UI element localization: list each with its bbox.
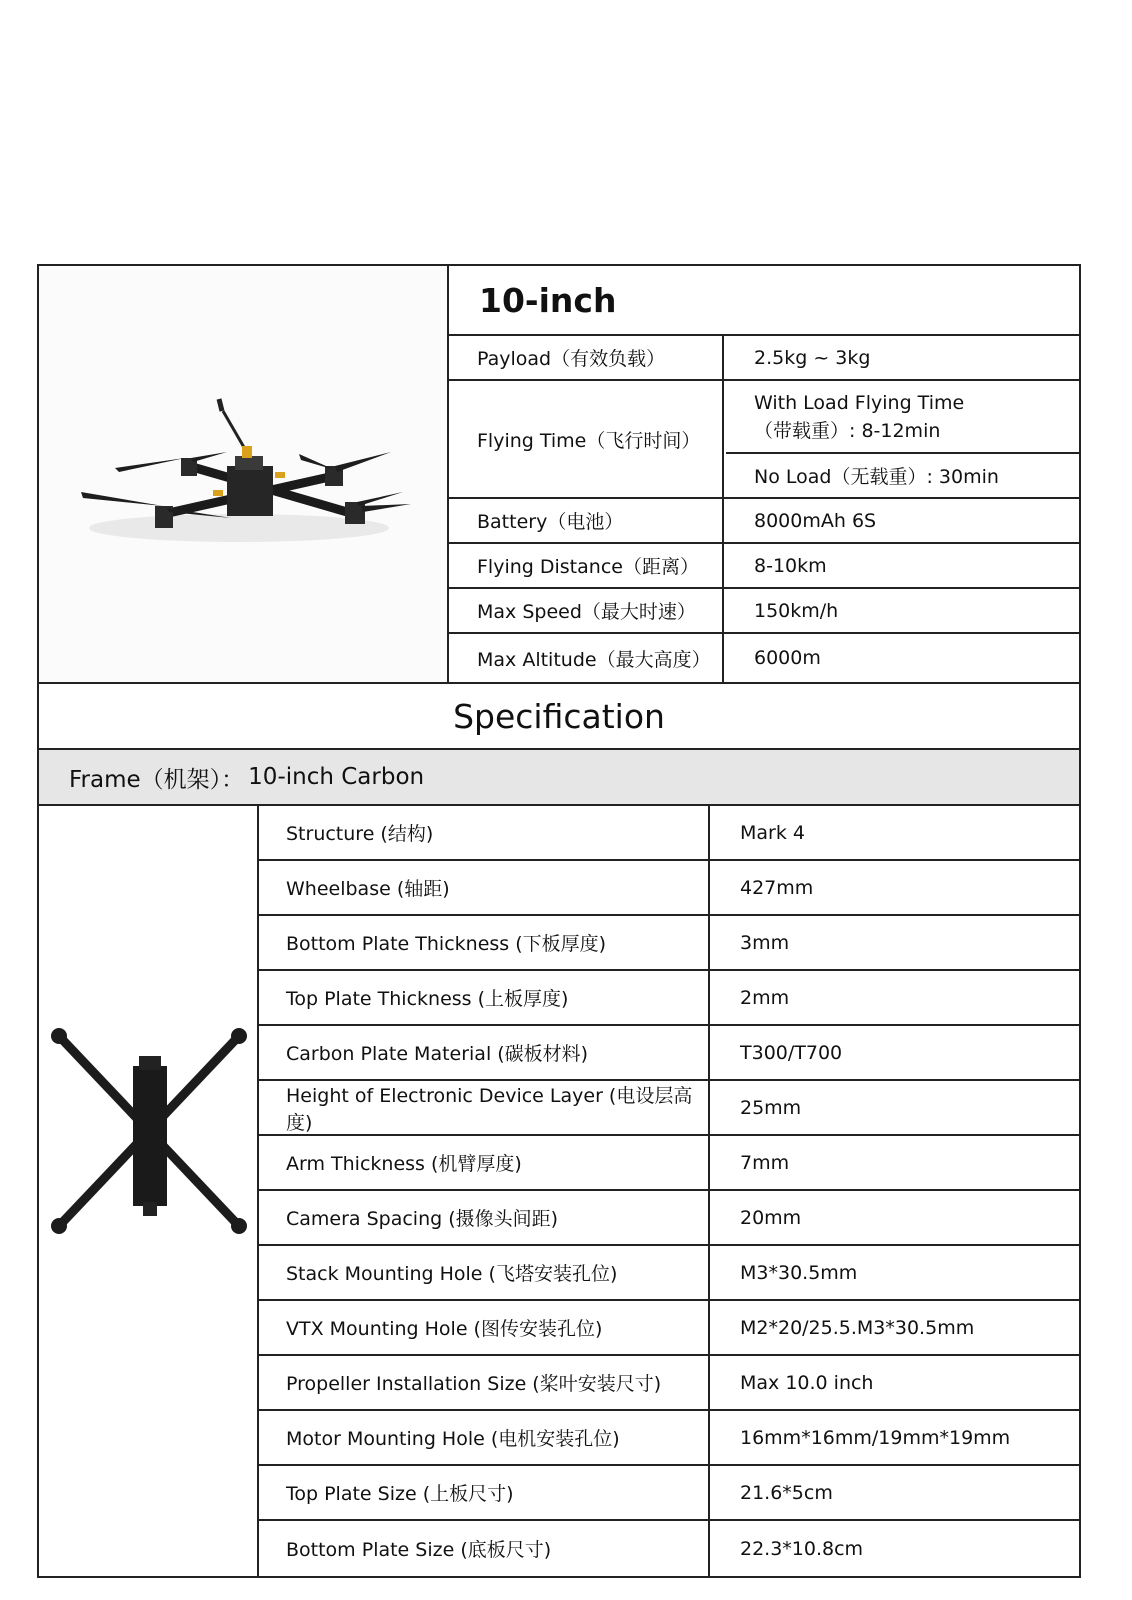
detail-value: 427mm — [740, 876, 814, 899]
summary-value: 8-10km — [754, 554, 827, 577]
detail-row — [259, 971, 1079, 1026]
detail-value: M3*30.5mm — [740, 1261, 858, 1284]
summary-row-speed — [449, 587, 1079, 632]
summary-value: 150km/h — [754, 599, 839, 622]
frame-illustration — [39, 806, 257, 1576]
summary-row-distance — [449, 542, 1079, 587]
detail-label: Carbon Plate Material (碳板材料) — [259, 1026, 710, 1079]
detail-value: 16mm*16mm/19mm*19mm — [740, 1426, 1011, 1449]
summary-row-altitude — [449, 632, 1079, 682]
spec-sheet — [37, 264, 1081, 1578]
detail-value: M2*20/25.5.M3*30.5mm — [740, 1316, 975, 1339]
detail-row — [259, 1026, 1079, 1081]
detail-value: 20mm — [740, 1206, 802, 1229]
detail-row — [259, 806, 1079, 861]
summary-label: Max Speed（最大时速） — [449, 589, 724, 632]
detail-value: 7mm — [740, 1151, 790, 1174]
detail-row — [259, 1521, 1079, 1576]
detail-label: Top Plate Size (上板尺寸) — [259, 1466, 710, 1519]
detail-row — [259, 1411, 1079, 1466]
detail-table — [259, 806, 1079, 1576]
detail-label: Wheelbase (轴距) — [259, 861, 710, 914]
detail-value: Max 10.0 inch — [740, 1371, 874, 1394]
summary-table — [449, 266, 1079, 682]
detail-row — [259, 1356, 1079, 1411]
frame-photo — [39, 806, 259, 1576]
detail-label: Bottom Plate Thickness (下板厚度) — [259, 916, 710, 969]
summary-value: 8000mAh 6S — [754, 509, 877, 532]
detail-label: Propeller Installation Size (桨叶安装尺寸) — [259, 1356, 710, 1409]
detail-value: T300/T700 — [740, 1041, 843, 1064]
with-load-line-2: （带载重）: 8-12min — [754, 420, 941, 442]
detail-row — [259, 1136, 1079, 1191]
summary-row-battery — [449, 497, 1079, 542]
summary-row-payload — [449, 334, 1079, 379]
summary-label: Flying Time（飞行时间） — [449, 381, 724, 497]
detail-label: Arm Thickness (机臂厚度) — [259, 1136, 710, 1189]
detail-row — [259, 1246, 1079, 1301]
detail-label: Structure (结构) — [259, 806, 710, 859]
detail-label: Height of Electronic Device Layer (电设层高度) — [259, 1081, 710, 1134]
detail-value: 21.6*5cm — [740, 1481, 833, 1504]
detail-row — [259, 1191, 1079, 1246]
drone-photo — [39, 266, 449, 682]
frame-value: 10-inch Carbon — [248, 764, 425, 790]
detail-row — [259, 1081, 1079, 1136]
summary-label: Payload（有效负载） — [449, 336, 724, 379]
frame-label: Frame（机架）： — [69, 766, 245, 793]
detail-label: Stack Mounting Hole (飞塔安装孔位) — [259, 1246, 710, 1299]
summary-block — [37, 264, 1081, 684]
summary-value: 6000m — [754, 647, 821, 669]
with-load-line-1: With Load Flying Time — [754, 392, 965, 414]
detail-label: VTX Mounting Hole (图传安装孔位) — [259, 1301, 710, 1354]
detail-row — [259, 1301, 1079, 1356]
summary-label: Flying Distance（距离） — [449, 544, 724, 587]
detail-row — [259, 916, 1079, 971]
detail-label: Bottom Plate Size (底板尺寸) — [259, 1521, 710, 1576]
flying-time-no-load: No Load（无载重）: 30min — [726, 452, 1079, 497]
detail-value: Mark 4 — [740, 821, 805, 844]
flying-time-with-load — [726, 381, 1079, 452]
detail-value: 22.3*10.8cm — [740, 1537, 864, 1560]
detail-label: Camera Spacing (摄像头间距) — [259, 1191, 710, 1244]
detail-value: 2mm — [740, 986, 790, 1009]
drone-illustration — [39, 266, 447, 682]
summary-row-flying-time — [449, 379, 1079, 497]
detail-block — [37, 806, 1081, 1578]
summary-label: Battery（电池） — [449, 499, 724, 542]
detail-label: Top Plate Thickness (上板厚度) — [259, 971, 710, 1024]
frame-row — [37, 750, 1081, 806]
specification-title: Specification — [37, 684, 1081, 750]
summary-value: 2.5kg ~ 3kg — [754, 346, 871, 369]
detail-row — [259, 1466, 1079, 1521]
summary-label: Max Altitude（最大高度） — [449, 634, 724, 682]
detail-value: 25mm — [740, 1096, 802, 1119]
detail-value: 3mm — [740, 931, 790, 954]
detail-row — [259, 861, 1079, 916]
model-title: 10-inch — [479, 280, 617, 320]
detail-label: Motor Mounting Hole (电机安装孔位) — [259, 1411, 710, 1464]
